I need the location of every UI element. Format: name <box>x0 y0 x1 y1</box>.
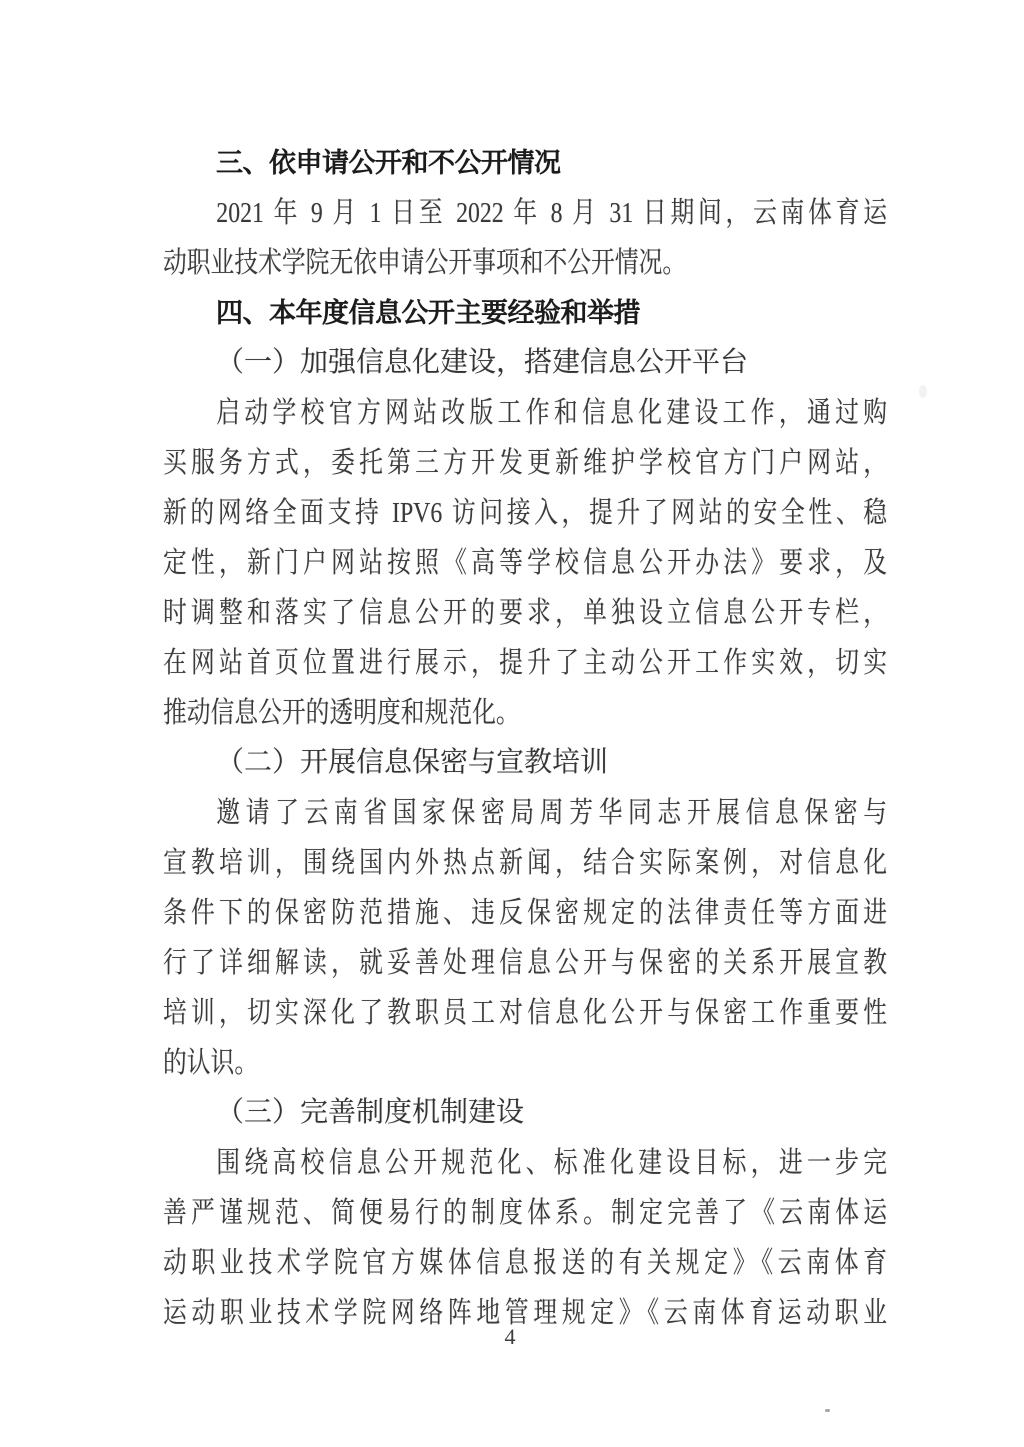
body-text: 行了详细解读，就妥善处理信息公开与保密的关系开展宣教 <box>163 947 888 979</box>
subheading-line <box>163 338 887 388</box>
subheading-text: （二）开展信息保密与宣教培训 <box>216 747 609 778</box>
scan-artifact <box>919 385 927 398</box>
body-text: 宣教培训，围绕国内外热点新闻，结合实际案例，对信息化 <box>163 847 888 879</box>
body-text: 新的网络全面支持 IPV6 访问接入，提升了网站的安全性、稳 <box>163 497 888 529</box>
body-text: 邀请了云南省国家保密局周芳华同志开展信息保密与 <box>216 797 888 829</box>
body-line <box>163 438 887 488</box>
body-text: 定性，新门户网站按照《高等学校信息公开办法》要求，及 <box>163 547 888 579</box>
body-text: 启动学校官方网站改版工作和信息化建设工作，通过购 <box>216 397 888 429</box>
body-line <box>163 488 887 538</box>
text-block <box>163 138 887 1338</box>
section-heading-4 <box>163 288 887 338</box>
heading-text: 四、本年度信息公开主要经验和举措 <box>216 298 640 328</box>
subheading-line <box>163 1088 887 1138</box>
page-number: 4 <box>504 1324 516 1349</box>
body-line <box>163 388 887 438</box>
body-line <box>163 638 887 688</box>
scan-artifact <box>825 1409 830 1412</box>
heading-text: 三、依申请公开和不公开情况 <box>216 148 561 178</box>
subheading-text: （一）加强信息化建设，搭建信息公开平台 <box>216 347 749 378</box>
body-line <box>163 588 887 638</box>
body-text: 围绕高校信息公开规范化、标准化建设目标，进一步完 <box>216 1147 888 1179</box>
body-text: 动职业技术学院官方媒体信息报送的有关规定》《云南体育 <box>163 1247 888 1279</box>
body-line <box>163 838 887 888</box>
body-line <box>163 688 887 738</box>
subheading-text: （三）完善制度机制建设 <box>216 1097 525 1128</box>
subheading-line <box>163 738 887 788</box>
body-line <box>163 1188 887 1238</box>
body-text: 时调整和落实了信息公开的要求，单独设立信息公开专栏， <box>163 597 888 629</box>
body-line <box>163 1038 887 1088</box>
body-text: 条件下的保密防范措施、违反保密规定的法律责任等方面进 <box>163 897 888 929</box>
body-text: 推动信息公开的透明度和规范化。 <box>163 697 520 729</box>
body-text: 培训，切实深化了教职员工对信息化公开与保密工作重要性 <box>163 997 888 1029</box>
body-line <box>163 788 887 838</box>
body-line <box>163 1238 887 1288</box>
body-line <box>163 988 887 1038</box>
body-text: 在网站首页位置进行展示，提升了主动公开工作实效，切实 <box>163 647 888 679</box>
body-text: 2021 年 9 月 1 日至 2022 年 8 月 31 日期间，云南体育运 <box>216 197 888 229</box>
body-text: 善严谨规范、简便易行的制度体系。制定完善了《云南体运 <box>163 1197 888 1229</box>
body-line <box>163 538 887 588</box>
body-text: 买服务方式，委托第三方开发更新维护学校官方门户网站， <box>163 447 888 479</box>
body-line <box>163 888 887 938</box>
section-heading-3 <box>163 138 887 188</box>
body-text: 运动职业技术学院网络阵地管理规定》《云南体育运动职业 <box>163 1297 888 1329</box>
body-line <box>163 938 887 988</box>
body-text: 的认识。 <box>163 1047 259 1079</box>
body-text: 动职业技术学院无依申请公开事项和不公开情况。 <box>163 247 687 279</box>
body-line <box>163 238 887 288</box>
body-line <box>163 188 887 238</box>
body-line <box>163 1138 887 1188</box>
